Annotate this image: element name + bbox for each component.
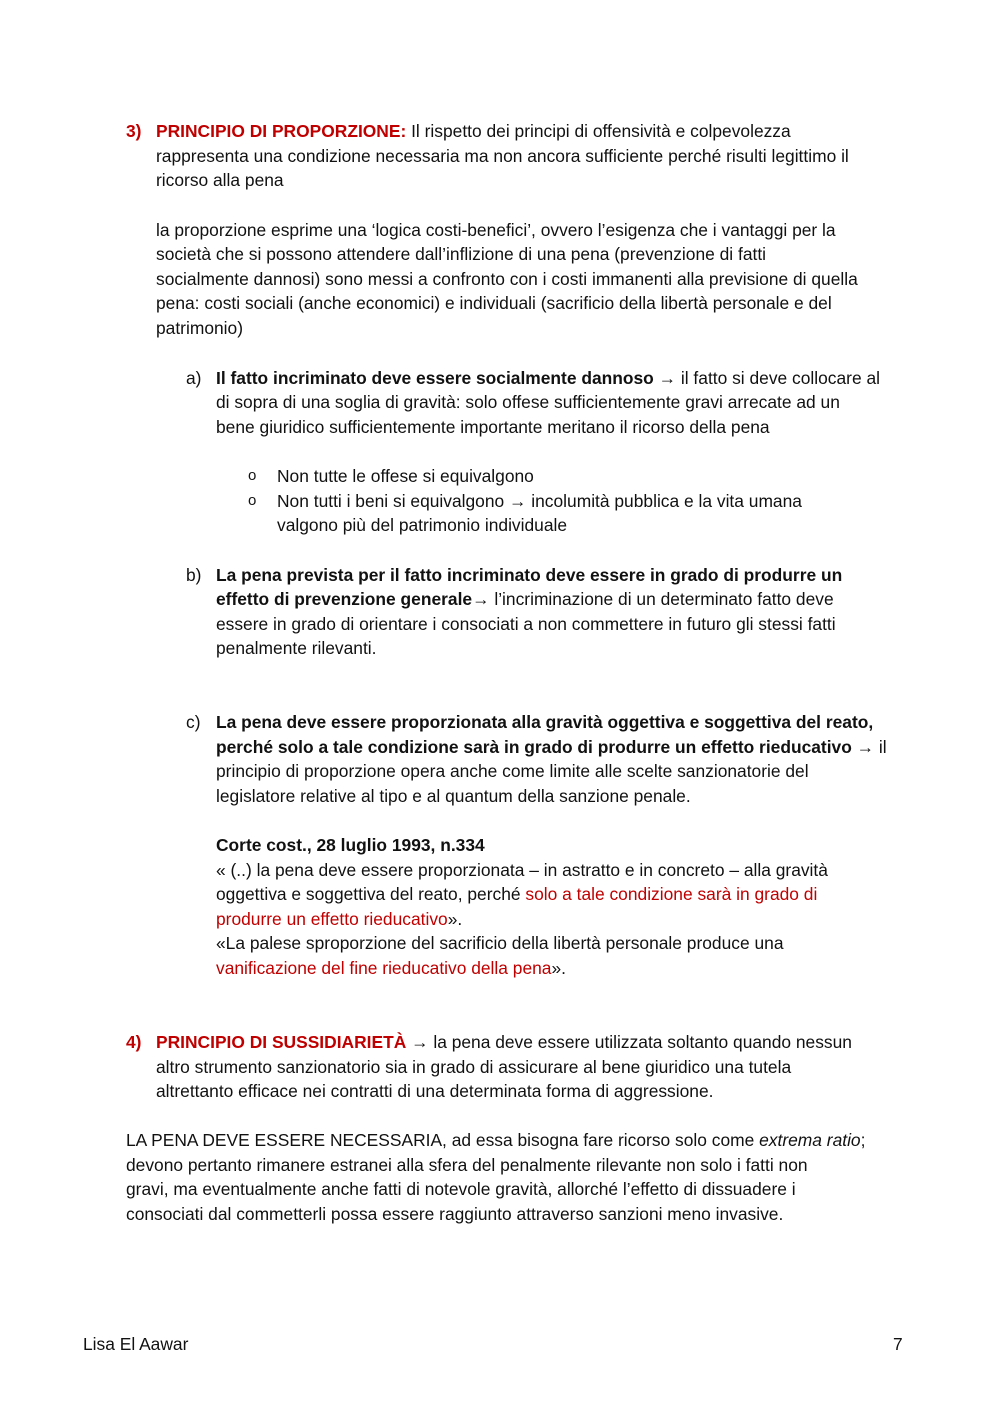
section-4-heading: PRINCIPIO DI SUSSIDIARIETÀ (156, 1032, 407, 1052)
quote-highlight: produrre un effetto rieducativo (216, 909, 448, 929)
closing-line: gravi, ma eventualmente anche fatti di notevole gravità, allorché l’effetto di dissuadere i (126, 1179, 796, 1199)
section-3-paragraph-line: la proporzione esprime una ‘logica costi-benefici’, ovvero l’esigenza che i vantaggi per la (156, 220, 836, 240)
section-3-intro-1: Il rispetto dei principi di offensività e colpevolezza (406, 121, 791, 141)
item-c-bold-1: La pena deve essere proporzionata alla gravità oggettiva e soggettiva del reato, (216, 712, 874, 732)
item-c-line: legislatore relative al tipo e al quantum della sanzione penale. (216, 786, 691, 806)
item-c-rest: il (878, 737, 887, 757)
page-number: 7 (893, 1334, 903, 1354)
section-4-line: altro strumento sanzionatorio sia in grado di assicurare al bene giuridico una tutela (156, 1057, 792, 1077)
arrow-right-icon: → (851, 737, 879, 757)
item-c-label: c) (186, 712, 201, 732)
quote-line: « (..) la pena deve essere proporzionata – in astratto e in concreto – alla gravità (216, 860, 828, 880)
section-4-rest: la pena deve essere utilizzata soltanto quando nessun (433, 1032, 852, 1052)
quote-text: oggettiva e soggettiva del reato, perché (216, 884, 526, 904)
item-a-bold: Il fatto incriminato deve essere socialmente dannoso (216, 368, 654, 388)
bullet-item (277, 489, 802, 514)
arrow-right-icon: → (406, 1032, 434, 1052)
closing-line: devono pertanto rimanere estranei alla sfera del penalmente rilevante non solo i fatti non (126, 1155, 808, 1175)
quote-line (216, 956, 566, 981)
section-4-number: 4) (126, 1032, 142, 1052)
item-c-bold-2: perché solo a tale condizione sarà in grado di produrre un effetto rieducativo (216, 737, 852, 757)
item-b-second-line (216, 587, 834, 612)
arrow-right-icon: → (472, 589, 495, 609)
section-3-paragraph-line: socialmente dannosi) sono messi a confronto con i costi immanenti alla previsione di quella (156, 269, 858, 289)
item-b-bold-2: effetto di prevenzione generale (216, 589, 473, 609)
item-a-first-line (216, 366, 880, 391)
item-a-label: a) (186, 368, 202, 388)
section-3-heading: PRINCIPIO DI PROPORZIONE: (156, 121, 407, 141)
closing-text: LA PENA DEVE ESSERE NECESSARIA, ad essa bisogna fare ricorso solo come (126, 1130, 760, 1150)
citation-title: Corte cost., 28 luglio 1993, n.334 (216, 835, 485, 855)
quote-highlight: vanificazione del fine rieducativo della pena (216, 958, 552, 978)
bullet-item: Non tutte le offese si equivalgono (277, 466, 534, 486)
section-3-paragraph-line: società che si possono attendere dall’inflizione di una pena (prevenzione di fatti (156, 244, 767, 264)
item-c-line: principio di proporzione opera anche come limite alle scelte sanzionatorie del (216, 761, 809, 781)
item-c-second-line (216, 735, 887, 760)
section-3-paragraph-line: pena: costi sociali (anche economici) e individuali (sacrificio della libertà personale e del (156, 293, 832, 313)
section-3-intro-3: ricorso alla pena (156, 170, 284, 190)
item-b-line: essere in grado di orientare i consociati a non commettere in futuro gli stessi fatti (216, 614, 836, 634)
bullet-item-continuation: valgono più del patrimonio individuale (277, 515, 568, 535)
item-a-line: di sopra di una soglia di gravità: solo offese sufficientemente gravi arrecate ad un (216, 392, 840, 412)
arrow-right-icon: → (504, 491, 532, 511)
closing-italic: extrema ratio (759, 1130, 861, 1150)
closing-line: consociati dal commetterli possa essere raggiunto attraverso sanzioni meno invasive. (126, 1204, 784, 1224)
quote-line (216, 907, 462, 932)
arrow-right-icon: → (653, 368, 681, 388)
section-3-number: 3) (126, 121, 142, 141)
item-b-rest: l’incriminazione di un determinato fatto deve (494, 589, 834, 609)
quote-text: ». (447, 909, 463, 929)
footer-author: Lisa El Aawar (83, 1334, 189, 1354)
quote-text: ». (551, 958, 566, 978)
bullet-2-text: Non tutti i beni si equivalgono (277, 491, 505, 511)
closing-first-line (126, 1128, 865, 1153)
closing-punct: ; (860, 1130, 866, 1150)
quote-line: «La palese sproporzione del sacrificio della libertà personale produce una (216, 933, 784, 953)
section-3-paragraph-line: patrimonio) (156, 318, 243, 338)
item-a-rest: il fatto si deve collocare al (680, 368, 881, 388)
item-b-line: penalmente rilevanti. (216, 638, 377, 658)
item-b-bold-1: La pena prevista per il fatto incriminato deve essere in grado di produrre un (216, 565, 843, 585)
section-3-first-line (156, 119, 791, 144)
section-4-first-line (156, 1030, 852, 1055)
bullet-2-rest: incolumità pubblica e la vita umana (531, 491, 802, 511)
section-3-intro-2: rappresenta una condizione necessaria ma non ancora sufficiente perché risulti legittimo il (156, 146, 849, 166)
item-a-line: bene giuridico sufficientemente importante meritano il ricorso della pena (216, 417, 770, 437)
bullet-marker: o (248, 492, 257, 509)
quote-line (216, 882, 817, 907)
bullet-marker: o (248, 467, 257, 484)
item-b-label: b) (186, 565, 202, 585)
quote-highlight: solo a tale condizione sarà in grado di (525, 884, 818, 904)
section-4-line: altrettanto efficace nei contratti di una determinata forma di aggressione. (156, 1081, 714, 1101)
